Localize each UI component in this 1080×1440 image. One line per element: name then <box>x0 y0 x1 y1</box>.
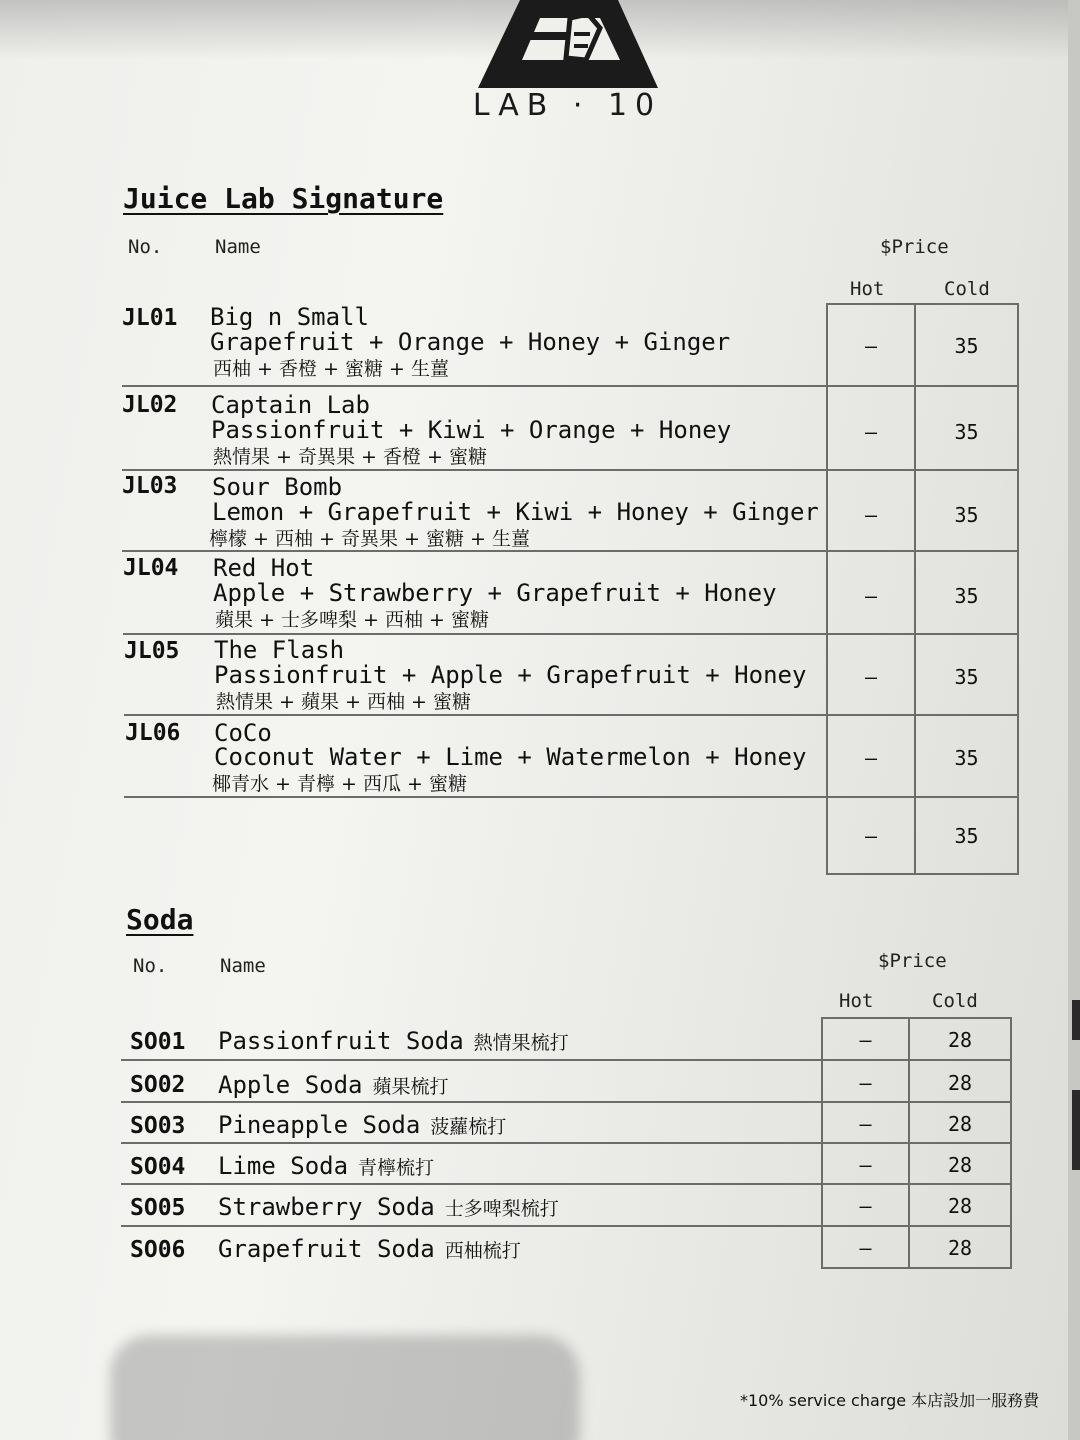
juice-item-cold-price: 35 <box>954 420 979 444</box>
juice-item-hot-price: – <box>864 584 878 608</box>
soda-item-hot-price: – <box>859 1153 872 1177</box>
edge-mark <box>1072 1090 1080 1170</box>
soda-item-hot-price: – <box>859 1071 872 1095</box>
hand-shadow <box>110 1335 580 1440</box>
juice-item-ingredients: Coconut Water + Lime + Watermelon + Honey <box>214 743 807 771</box>
juice-item-code: JL06 <box>125 720 181 746</box>
soda-item-name: Passionfruit Soda 熱情果梳打 <box>218 1027 569 1055</box>
juice-item-ingredients: Grapefruit + Orange + Honey + Ginger <box>210 328 731 356</box>
soda-item-chinese: 青檸梳打 <box>358 1157 435 1179</box>
juice-item-code: JL02 <box>122 392 178 418</box>
juice-item-hot-price: – <box>864 334 878 358</box>
soda-item-chinese: 菠蘿梳打 <box>430 1116 507 1138</box>
row-divider <box>124 714 1018 716</box>
soda-item-hot-price: – <box>859 1194 872 1218</box>
soda-item-hot-price: – <box>859 1028 872 1052</box>
juice-section-title: Juice Lab Signature <box>123 182 444 215</box>
row-divider <box>124 796 1018 798</box>
juice-item-cold-price: 35 <box>954 503 979 527</box>
soda-item-code: SO03 <box>130 1113 186 1139</box>
row-divider <box>122 469 1018 471</box>
juice-item-cold-price: 35 <box>954 334 979 358</box>
juice-item-ingredients: Passionfruit + Kiwi + Orange + Honey <box>211 416 732 444</box>
juice-item-code: JL01 <box>122 305 178 331</box>
juice-item-name: Captain Lab <box>211 391 370 419</box>
juice-item-code: JL03 <box>122 473 178 499</box>
soda-item-chinese: 蘋果梳打 <box>372 1076 449 1098</box>
row-divider <box>123 633 1018 635</box>
paper-edge <box>1068 0 1080 1440</box>
juice-header-hot: Hot <box>850 278 885 300</box>
juice-item-name: Red Hot <box>213 554 315 582</box>
soda-item-hot-price: – <box>859 1112 872 1136</box>
soda-header-hot: Hot <box>839 990 874 1012</box>
juice-item-code: JL04 <box>123 555 179 581</box>
soda-item-cold-price: 28 <box>947 1153 973 1177</box>
juice-item-chinese: 熱情果 + 蘋果 + 西柚 + 蜜糖 <box>216 691 471 713</box>
soda-item-chinese: 熱情果梳打 <box>473 1032 569 1054</box>
edge-mark <box>1072 1000 1080 1040</box>
row-divider <box>122 385 1018 387</box>
juice-item-ingredients: Apple + Strawberry + Grapefruit + Honey <box>213 579 777 607</box>
juice-item-hot-price: – <box>864 503 878 527</box>
juice-item-name: CoCo <box>214 719 272 747</box>
juice-item-chinese: 蘋果 + 士多啤梨 + 西柚 + 蜜糖 <box>215 609 489 631</box>
juice-item-cold-price: 35 <box>954 665 979 689</box>
row-divider <box>121 1142 1011 1144</box>
soda-header-name: Name <box>220 955 266 977</box>
soda-item-name: Pineapple Soda 菠蘿梳打 <box>218 1111 507 1139</box>
soda-item-code: SO06 <box>130 1237 186 1263</box>
brand-name: LAB · 10 <box>472 88 663 123</box>
row-divider <box>121 1059 1011 1061</box>
juice-header-price: $Price <box>880 236 949 258</box>
row-divider <box>121 1183 1011 1185</box>
soda-header-no: No. <box>133 955 168 977</box>
soda-section-title: Soda <box>126 903 194 936</box>
juice-header-no: No. <box>128 236 163 258</box>
soda-item-name: Apple Soda 蘋果梳打 <box>218 1071 449 1099</box>
juice-item-hot-price: – <box>864 665 878 689</box>
row-divider <box>121 1225 1011 1227</box>
soda-item-cold-price: 28 <box>947 1028 973 1052</box>
soda-item-cold-price: 28 <box>947 1071 973 1095</box>
juice-extra-cold-price: 35 <box>954 824 979 848</box>
soda-item-chinese: 士多啤梨梳打 <box>444 1198 559 1220</box>
service-charge-note: *10% service charge 本店設加一服務費 <box>740 1391 1040 1410</box>
juice-item-chinese: 西柚 + 香橙 + 蜜糖 + 生薑 <box>213 358 449 380</box>
soda-item-name: Strawberry Soda 士多啤梨梳打 <box>218 1193 559 1221</box>
juice-extra-hot-price: – <box>864 824 878 848</box>
juice-item-cold-price: 35 <box>954 746 979 770</box>
juice-item-chinese: 椰青水 + 青檸 + 西瓜 + 蜜糖 <box>212 773 467 795</box>
juice-item-name: Sour Bomb <box>212 473 343 501</box>
soda-header-cold: Cold <box>932 990 978 1012</box>
soda-item-cold-price: 28 <box>947 1112 973 1136</box>
juice-item-hot-price: – <box>864 746 878 770</box>
juice-item-ingredients: Passionfruit + Apple + Grapefruit + Honey <box>214 661 807 689</box>
soda-item-chinese: 西柚梳打 <box>444 1240 521 1262</box>
juice-header-name: Name <box>215 236 261 258</box>
juice-header-cold: Cold <box>944 278 990 300</box>
row-divider <box>121 1101 1011 1103</box>
soda-item-hot-price: – <box>859 1236 872 1260</box>
soda-item-code: SO02 <box>130 1072 186 1098</box>
juice-item-cold-price: 35 <box>954 584 979 608</box>
soda-item-code: SO04 <box>130 1154 186 1180</box>
soda-item-name: Lime Soda 青檸梳打 <box>218 1152 435 1180</box>
soda-header-price: $Price <box>878 950 947 972</box>
juice-item-chinese: 熱情果 + 奇異果 + 香橙 + 蜜糖 <box>213 446 487 468</box>
row-divider <box>122 550 1018 552</box>
juice-item-ingredients: Lemon + Grapefruit + Kiwi + Honey + Ginger <box>212 498 819 526</box>
juice-item-code: JL05 <box>124 638 180 664</box>
soda-item-cold-price: 28 <box>947 1236 973 1260</box>
soda-item-code: SO01 <box>130 1029 186 1055</box>
soda-item-cold-price: 28 <box>947 1194 973 1218</box>
juice-item-chinese: 檸檬 + 西柚 + 奇異果 + 蜜糖 + 生薑 <box>209 528 530 550</box>
juice-item-name: The Flash <box>214 636 345 664</box>
juice-item-name: Big n Small <box>210 303 369 331</box>
soda-item-name: Grapefruit Soda 西柚梳打 <box>218 1235 521 1263</box>
juice-item-hot-price: – <box>864 420 878 444</box>
soda-item-code: SO05 <box>130 1195 186 1221</box>
